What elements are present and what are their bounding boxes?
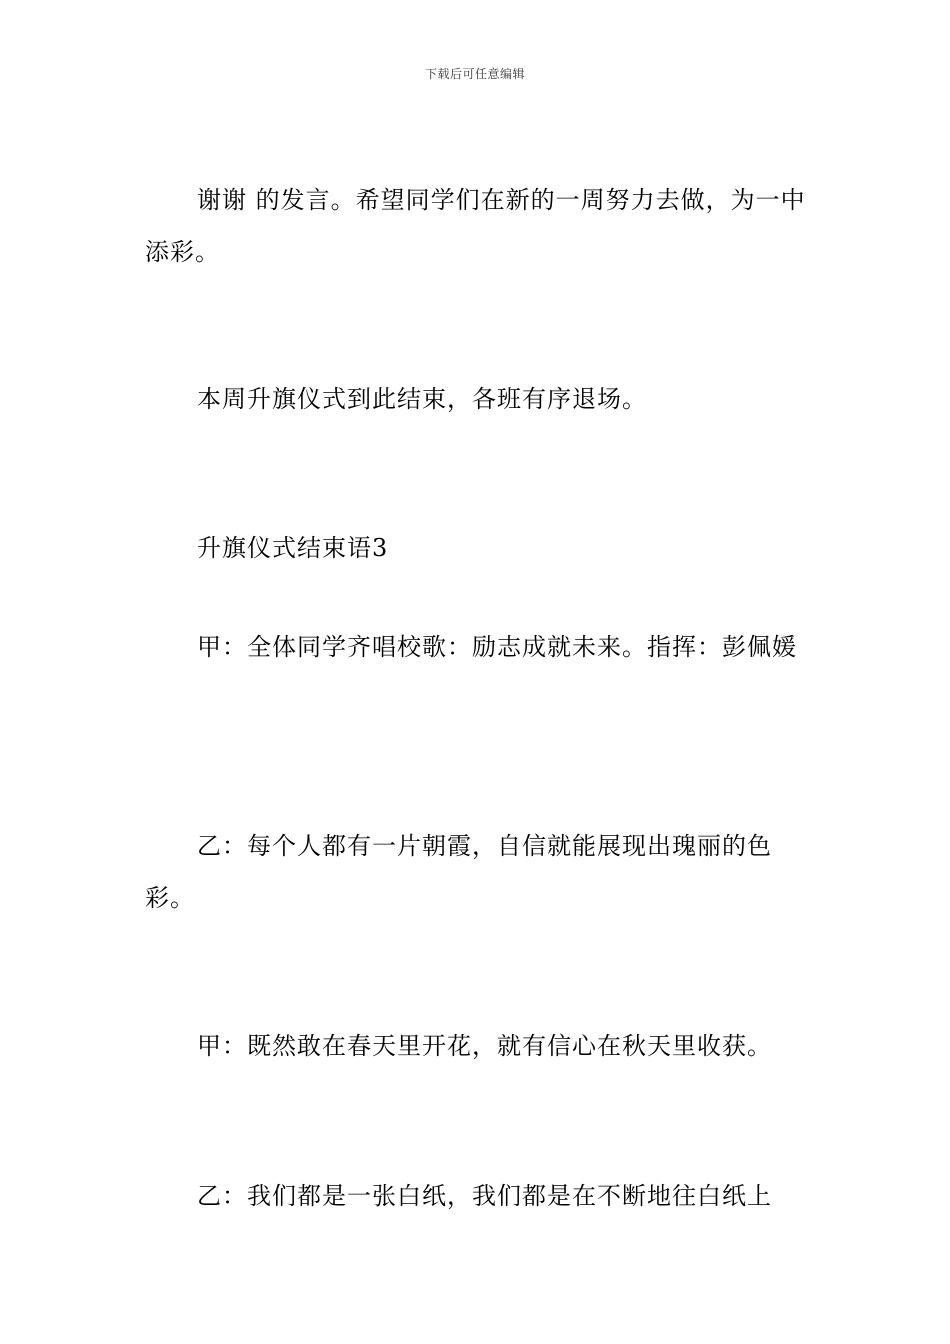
paragraph-speaker-a-2: 甲：既然敢在春天里开花，就有信心在秋天里收获。 (197, 1032, 772, 1060)
paragraph-ceremony-end: 本周升旗仪式到此结束，各班有序退场。 (197, 385, 647, 413)
section-heading: 升旗仪式结束语3 (197, 534, 389, 562)
page-header-note: 下载后可任意编辑 (424, 67, 525, 81)
paragraph-speaker-a-1: 甲：全体同学齐唱校歌：励志成就未来。指挥：彭佩媛 (197, 633, 797, 661)
paragraph-speaker-b-1: 乙：每个人都有一片朝霞，自信就能展现出瑰丽的色彩。 (145, 832, 772, 912)
paragraph-closing-thanks: 谢谢 的发言。希望同学们在新的一周努力去做，为一中添彩。 (145, 186, 806, 266)
paragraph-speaker-b-2: 乙：我们都是一张白纸，我们都是在不断地往白纸上 (197, 1182, 772, 1210)
